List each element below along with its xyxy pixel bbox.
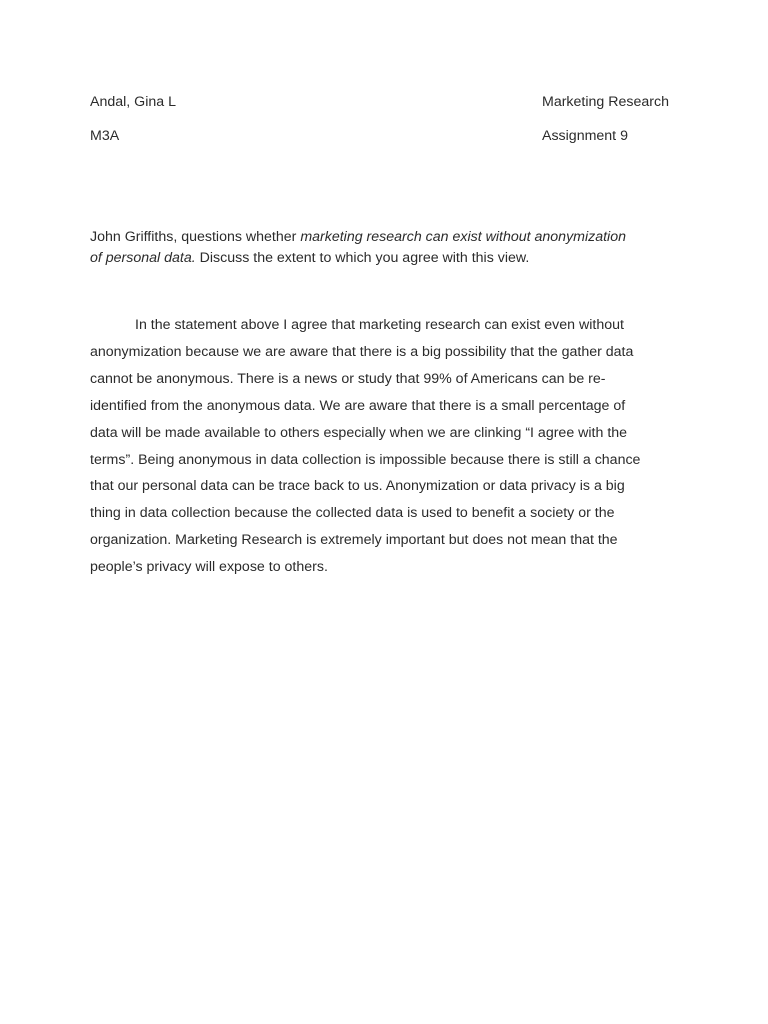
section-code: M3A xyxy=(90,128,120,144)
essay-line: data will be made available to others especially when we are clinking “I agree with the xyxy=(90,424,628,441)
essay-line: terms”. Being anonymous in data collection is impossible because there is still a chance xyxy=(90,451,641,468)
assignment-label: Assignment 9 xyxy=(542,128,628,144)
student-name: Andal, Gina L xyxy=(90,94,176,110)
essay-body xyxy=(90,312,690,581)
course-name: Marketing Research xyxy=(542,94,669,110)
essay-line: anonymization because we are aware that there is a big possibility that the gather data xyxy=(90,343,634,360)
prompt-italic-line-2: of personal data. xyxy=(90,249,196,266)
essay-line: identified from the anonymous data. We are aware that there is a small percentage of xyxy=(90,397,626,414)
essay-line: cannot be anonymous. There is a news or study that 99% of Americans can be re- xyxy=(90,370,606,387)
essay-line: that our personal data can be trace back to us. Anonymization or data privacy is a big xyxy=(90,478,625,495)
assignment-prompt xyxy=(90,227,690,268)
essay-line: people’s privacy will expose to others. xyxy=(90,559,328,576)
prompt-italic-line-1: marketing research can exist without anonymization xyxy=(300,229,626,245)
essay-line: thing in data collection because the collected data is used to benefit a society or the xyxy=(90,505,615,522)
essay-line: organization. Marketing Research is extremely important but does not mean that the xyxy=(90,532,618,549)
essay-line: In the statement above I agree that marketing research can exist even without xyxy=(135,317,624,333)
prompt-tail: Discuss the extent to which you agree with this view. xyxy=(195,249,530,266)
prompt-lead: John Griffiths, questions whether xyxy=(90,229,301,245)
